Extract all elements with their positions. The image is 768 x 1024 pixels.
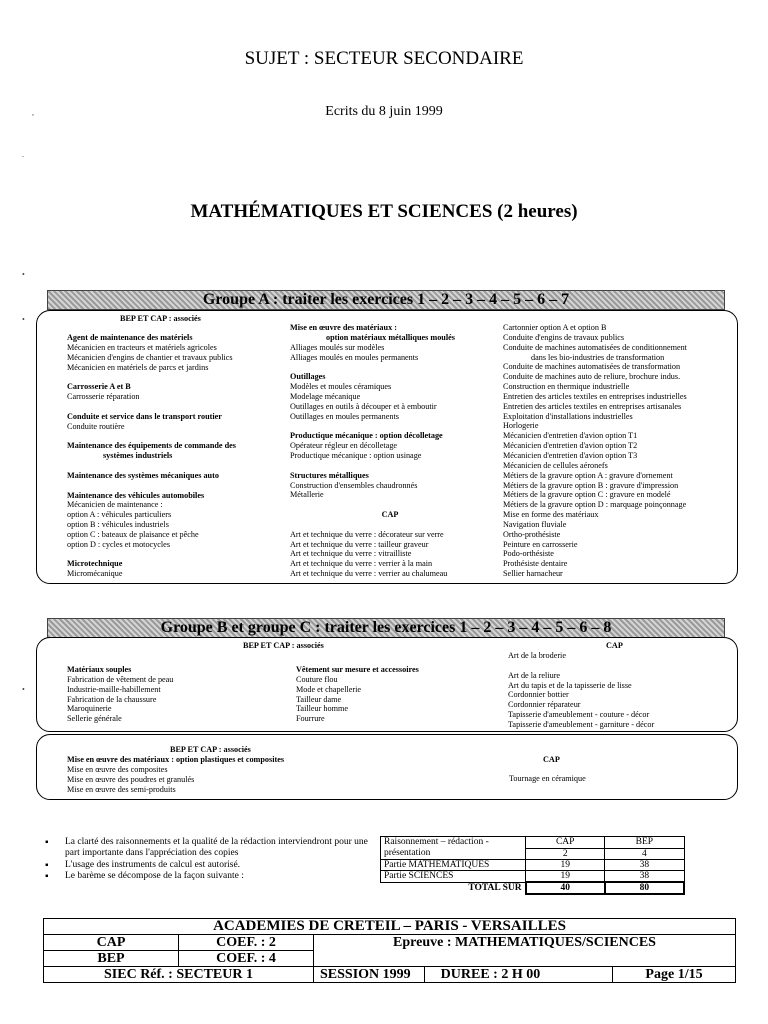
group-a-col1 <box>67 333 277 579</box>
list-item: Couture flou <box>296 674 338 684</box>
list-item: Peinture en carrosserie <box>503 539 578 549</box>
table-row <box>381 860 685 871</box>
list-item: Fabrication de la chaussure <box>67 694 157 704</box>
list-item: option A : véhicules particuliers <box>67 510 172 520</box>
list-item: Mise en œuvre des matériaux : option plastiques et composites <box>67 755 285 764</box>
list-item: Métiers de la gravure option B : gravure d'impression <box>503 480 679 490</box>
list-item <box>290 500 490 510</box>
list-item <box>67 550 277 560</box>
list-item: Productique mécanique : option usinage <box>290 450 422 460</box>
list-item <box>67 372 277 382</box>
list-item: Maintenance des équipements de commande des <box>67 441 236 451</box>
list-item: Outillages en outils à découper et à emboutir <box>290 401 437 411</box>
list-item: Tapisserie d'ameublement - couture - décor <box>508 710 650 720</box>
list-item: option D : cycles et motocycles <box>67 539 170 549</box>
list-item: Modèles et moules céramiques <box>290 382 392 392</box>
list-item: Mode et chapellerie <box>296 684 362 694</box>
list-item: Vêtement sur mesure et accessoires <box>296 665 419 674</box>
list-item: Mécanicien en matériels de parcs et jardins <box>67 362 209 372</box>
list-item: Art et technique du verre : décorateur sur verre <box>290 529 444 539</box>
list-item: Tapisserie d'ameublement - garniture - décor <box>508 719 655 729</box>
group-a-col3 <box>503 323 728 579</box>
table-row <box>381 871 685 883</box>
subject-title: MATHÉMATIQUES ET SCIENCES (2 heures) <box>190 201 578 222</box>
instruction-item: ▪ Le barème se décompose de la façon suivante : <box>45 871 373 882</box>
list-item: option B : véhicules industriels <box>67 520 169 530</box>
list-item: dans les bio-industries de transformation <box>531 352 665 362</box>
total-bep: 80 <box>605 882 684 894</box>
table-header: BEP <box>605 837 684 849</box>
session-duree-cell <box>314 967 613 983</box>
list-item: Mise en œuvre des semi-produits <box>67 784 176 794</box>
list-item <box>290 520 490 530</box>
page-number: Page 1/15 <box>613 967 736 983</box>
list-item: Construction d'ensembles chaudronnés <box>290 480 418 490</box>
list-item: Conduite et service dans le transport routier <box>67 411 222 421</box>
list-item: Mécanicien en tracteurs et matériels agricoles <box>67 342 217 352</box>
scan-mark: • <box>22 270 25 279</box>
scan-mark: • <box>22 685 25 694</box>
session-label: SESSION 1999 <box>320 967 411 982</box>
list-item: Cordonnier réparateur <box>508 700 581 710</box>
list-item: Mise en œuvre des poudres et granulés <box>67 774 195 784</box>
epreuve-cell: Epreuve : MATHEMATIQUES/SCIENCES <box>314 935 736 967</box>
list-item: Outillages en moules permanents <box>290 411 399 421</box>
table-header: CAP <box>526 837 605 849</box>
list-item: Maintenance des véhicules automobiles <box>67 490 205 500</box>
list-item: Sellier harnacheur <box>503 569 563 579</box>
list-item: Horlogerie <box>503 421 539 431</box>
list-item: CAP <box>381 510 399 520</box>
siec-cell: SIEC Réf. : SECTEUR 1 <box>44 967 314 983</box>
list-item <box>67 431 277 441</box>
list-item: Fabrication de vêtement de peau <box>67 674 174 684</box>
academies-cell: ACADEMIES DE CRETEIL – PARIS - VERSAILLES <box>44 919 736 935</box>
list-item: Navigation fluviale <box>503 519 567 529</box>
list-item: Métallerie <box>290 490 324 500</box>
list-item: Mise en œuvre des matériaux : <box>290 323 397 332</box>
list-item: option matériaux métalliques moulés <box>326 332 455 342</box>
list-item: Conduite de machines automatisées de transformation <box>503 362 681 372</box>
table-row <box>44 919 736 935</box>
group-a-banner: Groupe A : traiter les exercices 1 – 2 – 3 – 4 – 5 – 6 – 7 <box>47 290 725 310</box>
scan-mark: , <box>32 108 34 117</box>
table-cell: Partie MATHEMATIQUES <box>381 860 526 871</box>
list-item: Construction en thermique industrielle <box>503 382 630 392</box>
list-item: Agent de maintenance des matériels <box>67 333 193 342</box>
score-table <box>380 836 685 895</box>
list-item: Conduite routière <box>67 421 125 431</box>
list-item: Outillages <box>290 372 326 382</box>
list-item: Maroquinerie <box>67 704 112 714</box>
footer-table <box>43 918 736 983</box>
list-item <box>290 362 490 372</box>
duree-label: DUREE : 2 H 00 <box>440 967 541 982</box>
list-item: Cartonnier option A et option B <box>503 323 607 332</box>
list-item: Carrosserie réparation <box>67 392 140 402</box>
list-item: Art et technique du verre : verrier à la main <box>290 559 433 569</box>
list-item: Micromécanique <box>67 569 123 579</box>
list-item: Métiers de la gravure option C : gravure en modelé <box>503 490 671 500</box>
list-item: Métiers de la gravure option A : gravure d'ornement <box>503 470 673 480</box>
table-cell: 4 <box>605 848 684 860</box>
list-item: Exploitation d'installations industrielles <box>503 411 633 421</box>
scan-mark: • <box>22 315 25 324</box>
list-item: systèmes industriels <box>103 451 173 461</box>
group-c-heading: BEP ET CAP : associés <box>170 745 251 754</box>
list-item: Tailleur dame <box>296 694 342 704</box>
group-b-cap-heading: CAP <box>606 641 623 650</box>
list-item: Microtechnique <box>67 559 123 569</box>
exam-date: Ecrits du 8 juin 1999 <box>325 104 443 119</box>
list-item: Prothésiste dentaire <box>503 559 568 569</box>
list-item: Art et technique du verre : tailleur graveur <box>290 539 429 549</box>
list-item: Modelage mécanique <box>290 391 361 401</box>
list-item: Entretien des articles textiles en entreprises industrielles <box>503 391 687 401</box>
list-item <box>67 481 277 491</box>
table-cell: 19 <box>526 860 605 871</box>
list-item <box>67 461 277 471</box>
list-item: Mécanicien d'entretien d'avion option T2 <box>503 441 638 451</box>
list-item <box>508 661 728 671</box>
table-row <box>44 967 736 983</box>
list-item: Mécanicien de maintenance : <box>67 500 163 510</box>
page-title: SUJET : SECTEUR SECONDAIRE <box>244 48 524 69</box>
table-row <box>44 935 736 951</box>
list-item: Cordonnier bottier <box>508 690 569 700</box>
table-cell: 2 <box>526 848 605 860</box>
group-c-cap-item: Tournage en céramique <box>509 774 586 783</box>
list-item: Mise en œuvre des composites <box>67 764 168 774</box>
group-a-col2 <box>290 323 490 579</box>
list-item: Maintenance des systèmes mécaniques auto <box>67 470 219 480</box>
list-item: Alliages moulés sur modèles <box>290 342 385 352</box>
table-row <box>381 882 685 894</box>
group-a-heading: BEP ET CAP : associés <box>120 314 201 323</box>
list-item: Mise en forme des matériaux <box>503 510 599 520</box>
instruction-item: ▪ La clarté des raisonnements et la qualité de la rédaction interviendront pour une part importante dans l'appréciation des copies <box>45 837 373 860</box>
group-c-cap-heading: CAP <box>543 755 560 764</box>
list-item: Industrie-maille-habillement <box>67 684 161 694</box>
list-item: Mécanicien d'entretien d'avion option T1 <box>503 431 638 441</box>
list-item <box>290 421 490 431</box>
list-item: Art et technique du verre : vitrailliste <box>290 549 412 559</box>
table-row <box>381 837 685 849</box>
table-cell: Raisonnement – rédaction - présentation <box>381 837 526 860</box>
total-cap: 40 <box>526 882 605 894</box>
list-item: Alliages moulés en moules permanents <box>290 352 419 362</box>
coef-bep-cell: COEF. : 4 <box>179 951 314 967</box>
group-c-col1 <box>67 755 447 794</box>
group-b-heading: BEP ET CAP : associés <box>243 641 324 650</box>
list-item: Tailleur homme <box>296 704 348 714</box>
list-item: Art et technique du verre : verrier au chalumeau <box>290 569 448 579</box>
total-label: TOTAL SUR <box>468 883 522 894</box>
list-item: Fourrure <box>296 714 325 724</box>
scan-mark: . <box>22 150 24 159</box>
cap-cell: CAP <box>44 935 179 951</box>
list-item: Opérateur régleur en décolletage <box>290 441 398 451</box>
list-item <box>290 461 490 471</box>
list-item: Art de la reliure <box>508 670 561 680</box>
list-item: Mécanicien de cellules aéronefs <box>503 460 608 470</box>
list-item: Mécanicien d'engins de chantier et travaux publics <box>67 352 233 362</box>
list-item: Mécanicien d'entretien d'avion option T3 <box>503 450 638 460</box>
list-item: Sellerie générale <box>67 714 122 724</box>
list-item: Productique mécanique : option décolletage <box>290 431 443 441</box>
group-b-col1 <box>67 665 287 724</box>
list-item: Art du tapis et de la tapisserie de lisse <box>508 680 632 690</box>
list-item: Ortho-prothésiste <box>503 529 561 539</box>
group-b-col2 <box>296 665 496 724</box>
list-item: Métiers de la gravure option D : marquage poinçonnage <box>503 500 687 510</box>
table-cell: 38 <box>605 860 684 871</box>
list-item: Entretien des articles textiles en entreprises artisanales <box>503 401 682 411</box>
list-item: Conduite de machines automatisées de conditionnement <box>503 342 687 352</box>
table-cell: Partie SCIENCES <box>381 871 526 883</box>
list-item: Structures métalliques <box>290 470 369 480</box>
table-cell: 19 <box>526 871 605 883</box>
group-b-col3 <box>508 651 728 730</box>
list-item: Matériaux souples <box>67 665 132 674</box>
list-item: Podo-orthésiste <box>503 549 554 559</box>
instruction-item: ▪ L'usage des instruments de calcul est autorisé. <box>45 860 373 871</box>
list-item <box>67 402 277 412</box>
divider <box>424 967 437 982</box>
group-b-banner: Groupe B et groupe C : traiter les exercices 1 – 2 – 3 – 4 – 5 – 6 – 8 <box>47 618 725 638</box>
instructions-list <box>45 837 373 882</box>
list-item: Carrosserie A et B <box>67 382 131 392</box>
bep-cell: BEP <box>44 951 179 967</box>
list-item: Conduite d'engins de travaux publics <box>503 332 625 342</box>
list-item: option C : bateaux de plaisance et pêche <box>67 529 199 539</box>
table-cell: 38 <box>605 871 684 883</box>
list-item: Art de la broderie <box>508 651 566 660</box>
coef-cap-cell: COEF. : 2 <box>179 935 314 951</box>
list-item: Conduite de machines auto de reliure, brochure indus. <box>503 372 681 382</box>
